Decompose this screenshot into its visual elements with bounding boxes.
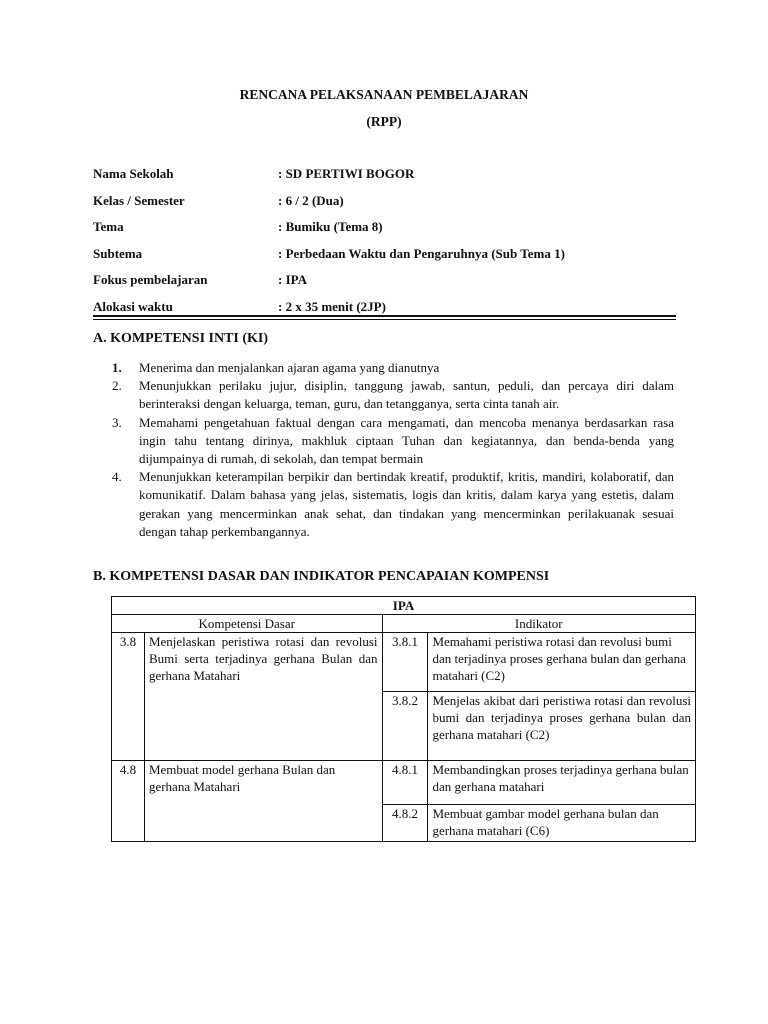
identity-value: : Bumiku (Tema 8) bbox=[278, 219, 383, 234]
identity-label: Nama Sekolah bbox=[93, 166, 174, 181]
section-a-heading: A. KOMPETENSI INTI (KI) bbox=[93, 331, 269, 346]
identity-row-theme bbox=[93, 219, 678, 246]
indicator-text: Memahami peristiwa rotasi dan revolusi bumi dan terjadinya proses gerhana bulan dan gerhana matahari (C2) bbox=[428, 633, 696, 692]
indicator-number: 4.8.1 bbox=[382, 761, 428, 805]
list-item bbox=[112, 414, 674, 469]
identity-row-focus bbox=[93, 272, 678, 299]
header-divider bbox=[93, 315, 676, 320]
document-subtitle: (RPP) bbox=[366, 114, 402, 129]
kd-text: Membuat model gerhana Bulan dan gerhana Matahari bbox=[144, 761, 382, 842]
identity-row-school bbox=[93, 166, 678, 193]
competency-indicator-table bbox=[111, 596, 696, 842]
list-item bbox=[112, 377, 674, 413]
list-item-text: Menunjukkan keterampilan berpikir dan bertindak kreatif, produktif, kritis, mandiri, kolaboratif, dan komunikatif. Dalam bahasa yang jelas, sistematis, logis dan kritis, dalam karya yang estetis, dalam gerakan yang mencerminkan anak sehat, dan tindakan yang mencerminkan perilakuanak sesuai dengan tahap perkembangannya. bbox=[139, 469, 674, 539]
identity-row-subtheme bbox=[93, 246, 678, 273]
identity-label: Fokus pembelajaran bbox=[93, 272, 208, 287]
list-item-text: Memahami pengetahuan faktual dengan cara mengamati, dan mencoba menanya berdasarkan rasa ingin tahu tentang dirinya, makhluk ciptaan Tuhan dan kegiatannya, dan benda-benda yang dijumpainya di rumah, di sekolah, dan tempat bermain bbox=[139, 414, 674, 467]
list-item-number: 2. bbox=[112, 378, 122, 394]
indicator-text: Membandingkan proses terjadinya gerhana bulan dan gerhana matahari bbox=[428, 761, 696, 805]
identity-value: : 2 x 35 menit (2JP) bbox=[278, 298, 386, 314]
identity-block bbox=[93, 166, 678, 325]
indicator-text: Menjelas akibat dari peristiwa rotasi dan revolusi bumi dan terjadinya proses gerhana bulan dan gerhana matahari (C2) bbox=[428, 692, 696, 761]
indicator-number: 3.8.1 bbox=[382, 633, 428, 692]
section-b-heading: B. KOMPETENSI DASAR DAN INDIKATOR PENCAPAIAN KOMPENSI bbox=[93, 569, 550, 584]
document-title: RENCANA PELAKSANAAN PEMBELAJARAN bbox=[239, 87, 529, 102]
table-row bbox=[112, 761, 696, 805]
identity-label: Subtema bbox=[93, 245, 143, 261]
list-item-number: 1. bbox=[112, 360, 122, 375]
identity-label: Tema bbox=[93, 219, 124, 234]
identity-row-time bbox=[93, 299, 678, 326]
identity-value: : SD PERTIWI BOGOR bbox=[278, 166, 415, 181]
list-item-number: 3. bbox=[112, 414, 122, 430]
indicator-number: 4.8.2 bbox=[382, 805, 428, 842]
table-row bbox=[112, 633, 696, 692]
list-item-text: Menerima dan menjalankan ajaran agama yang dianutnya bbox=[139, 360, 440, 375]
identity-label: Alokasi waktu bbox=[93, 298, 173, 314]
kompetensi-inti-list bbox=[112, 359, 674, 541]
table-subject-header: IPA bbox=[112, 597, 696, 615]
indicator-text: Membuat gambar model gerhana bulan dan gerhana matahari (C6) bbox=[428, 805, 696, 842]
list-item bbox=[112, 359, 674, 377]
kd-text: Menjelaskan peristiwa rotasi dan revolusi Bumi serta terjadinya gerhana Bulan dan gerhana Matahari bbox=[144, 633, 382, 761]
kd-number: 4.8 bbox=[112, 761, 145, 842]
identity-value: : 6 / 2 (Dua) bbox=[278, 192, 344, 208]
list-item bbox=[112, 468, 674, 541]
kd-number: 3.8 bbox=[112, 633, 145, 761]
identity-value: : Perbedaan Waktu dan Pengaruhnya (Sub Tema 1) bbox=[278, 245, 565, 261]
list-item-text: Menunjukkan perilaku jujur, disiplin, tanggung jawab, santun, peduli, dan percaya diri dalam berinteraksi dengan keluarga, teman, guru, dan tetangganya, serta cinta tanah air. bbox=[139, 378, 674, 412]
indicator-number: 3.8.2 bbox=[382, 692, 428, 761]
table-column-header-kd: Kompetensi Dasar bbox=[112, 615, 383, 633]
identity-label: Kelas / Semester bbox=[93, 192, 185, 208]
identity-row-class bbox=[93, 193, 678, 220]
identity-value: : IPA bbox=[278, 272, 308, 287]
table-column-header-indikator: Indikator bbox=[382, 615, 696, 633]
list-item-number: 4. bbox=[112, 469, 122, 485]
